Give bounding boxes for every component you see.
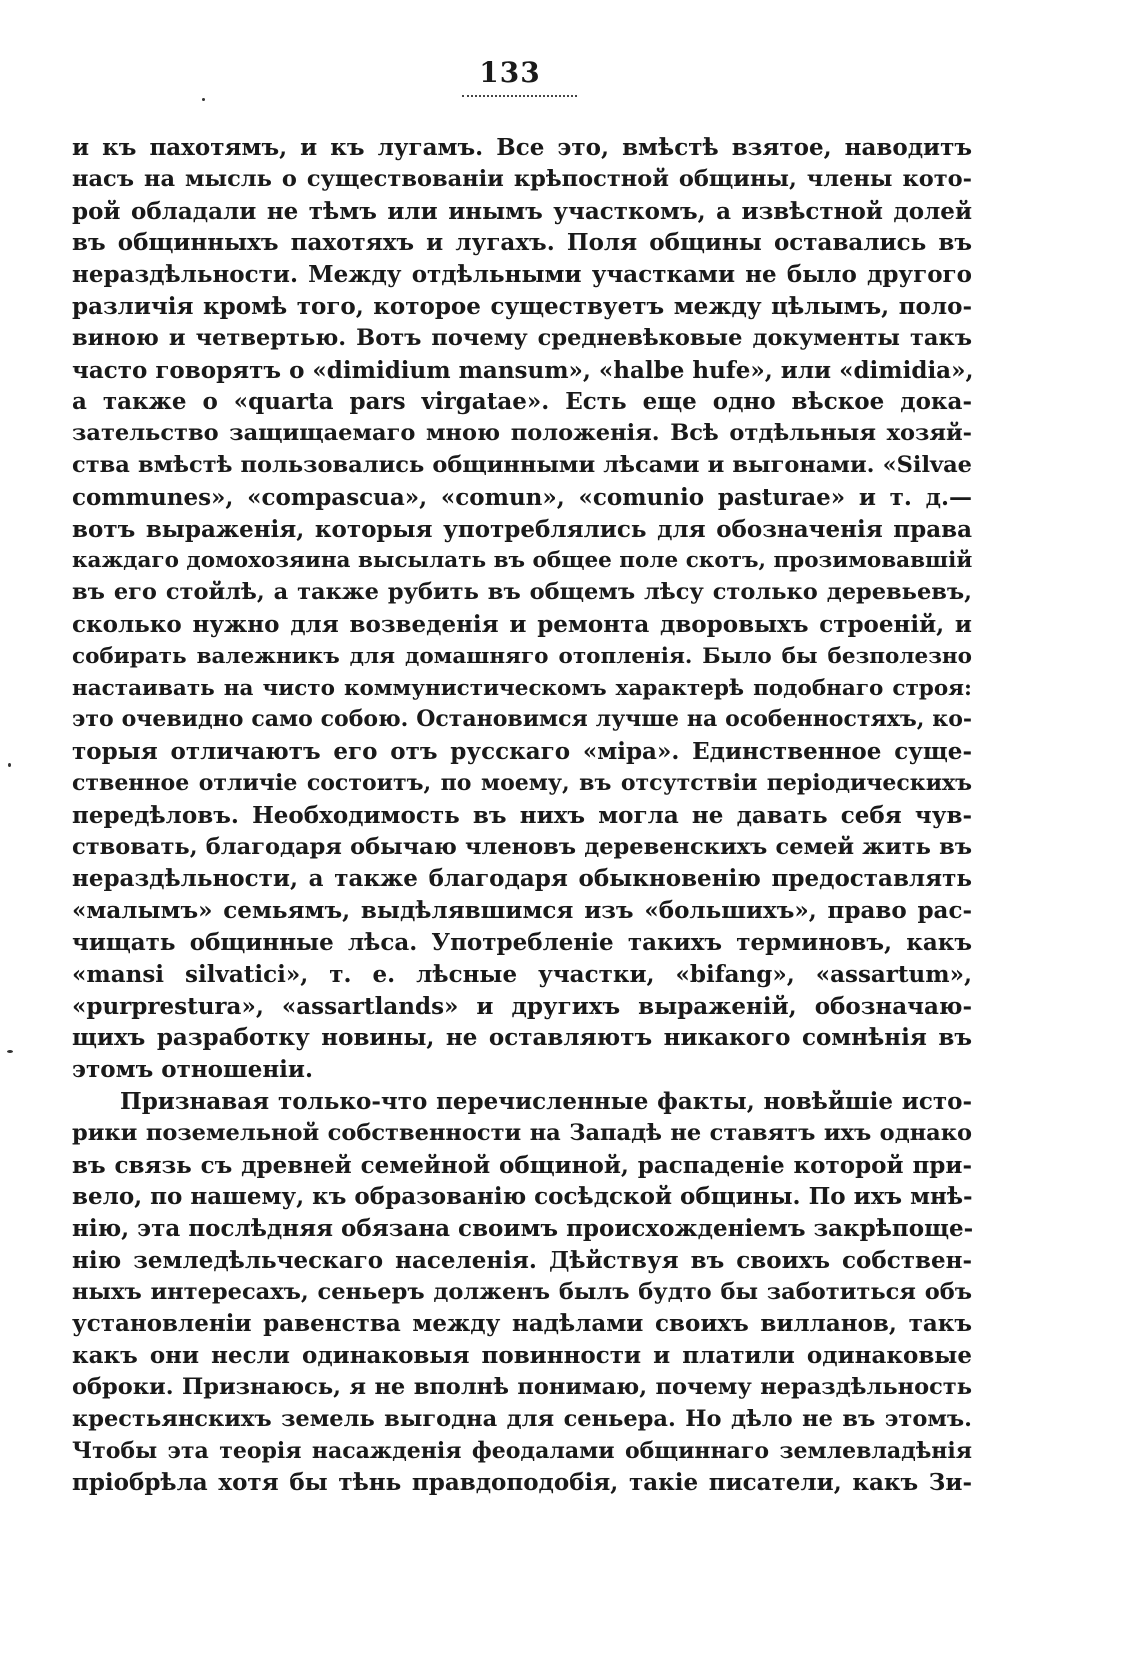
text-line: нію, эта послѣдняя обязана своимъ происхожденіемъ закрѣпоще- bbox=[72, 1215, 974, 1243]
text-line: и къ пахотямъ, и къ лугамъ. Все это, вмѣстѣ взятое, наводитъ bbox=[72, 134, 972, 161]
text-line: communes», «compascua», «comun», «comunio pasturae» и т. д.— bbox=[72, 483, 972, 511]
text-line: это очевидно само собою. Остановимся лучше на особенностяхъ, ко- bbox=[72, 706, 972, 733]
text-line: «purprestura», «assartlands» и другихъ выраженій, обозначаю- bbox=[72, 992, 972, 1020]
body-text bbox=[72, 132, 972, 1499]
text-line: вотъ выраженія, которыя употреблялись для обозначенія права bbox=[72, 515, 972, 543]
text-line: «mansi silvatici», т. е. лѣсные участки, «bifang», «assartum», bbox=[72, 960, 972, 988]
text-line: щихъ разработку новины, не оставляютъ никакого сомнѣнія въ bbox=[72, 1024, 972, 1052]
text-line: а также о «quarta pars virgatae». Есть еще одно вѣское дока- bbox=[72, 388, 972, 416]
text-line: ственное отличіе состоитъ, по моему, въ отсутствіи періодическихъ bbox=[72, 769, 972, 796]
text-line: зательство защищаемаго мною положенія. Всѣ отдѣльныя хозяй- bbox=[72, 420, 972, 447]
text-line: каждаго домохозяина высылать въ общее поле скотъ, прозимовавшій bbox=[72, 548, 973, 574]
text-line: торыя отличаютъ его отъ русскаго «міра». Единственное суще- bbox=[72, 738, 972, 766]
text-line: оброки. Признаюсь, я не вполнѣ понимаю, почему нераздѣльность bbox=[72, 1374, 972, 1401]
text-line: въ его стойлѣ, а также рубить въ общемъ лѣсу столько деревьевъ, bbox=[72, 579, 972, 606]
text-line: рики поземельной собственности на Западѣ не ставятъ ихъ однако bbox=[72, 1119, 972, 1146]
text-line: Чтобы эта теорія насажденія феодалами общиннаго землевладѣнія bbox=[72, 1437, 972, 1464]
paragraph-first-line: Признавая только-что перечисленные факты, новѣйшіе исто- bbox=[120, 1087, 972, 1115]
text-line: настаивать на чисто коммунистическомъ характерѣ подобнаго строя: bbox=[72, 675, 972, 701]
text-line: этомъ отношеніи. bbox=[72, 1056, 313, 1084]
page-number-rule bbox=[462, 95, 577, 97]
text-line: крестьянскихъ земель выгодна для сеньера. Но дѣло не въ этомъ. bbox=[72, 1405, 972, 1432]
text-line: часто говорятъ о «dimidium mansum», «halbe hufe», или «dimidia», bbox=[72, 356, 974, 384]
text-line: въ общинныхъ пахотяхъ и лугахъ. Поля общины оставались въ bbox=[72, 229, 972, 257]
text-line: нераздѣльности, а также благодаря обыкновенію предоставлять bbox=[72, 865, 972, 893]
text-line: различія кромѣ того, которое существуетъ между цѣлымъ, поло- bbox=[72, 292, 972, 320]
page-number: 133 bbox=[479, 56, 541, 89]
text-line: «малымъ» семьямъ, выдѣлявшимся изъ «большихъ», право рас- bbox=[72, 897, 972, 925]
text-line: рой обладали не тѣмъ или инымъ участкомъ, а извѣстной долей bbox=[72, 197, 972, 225]
text-line: ства вмѣстѣ пользовались общинными лѣсами и выгонами. «Silvae bbox=[72, 451, 972, 478]
text-line: нію земледѣльческаго населенія. Дѣйствуя въ своихъ собствен- bbox=[72, 1246, 972, 1274]
text-line: установленіи равенства между надѣлами своихъ вилланов, такъ bbox=[72, 1310, 972, 1338]
text-line: въ связь съ древней семейной общиной, распаденіе которой при- bbox=[72, 1151, 972, 1179]
text-line: сколько нужно для возведенія и ремонта дворовыхъ строеній, и bbox=[72, 610, 972, 638]
text-line: насъ на мысль о существованіи крѣпостной общины, члены кото- bbox=[72, 165, 972, 192]
text-line: собирать валежникъ для домашняго отопленія. Было бы безполезно bbox=[72, 643, 972, 669]
print-speck bbox=[202, 98, 205, 101]
print-speck bbox=[7, 1050, 13, 1053]
text-line: вело, по нашему, къ образованію сосѣдской общины. По ихъ мнѣ- bbox=[72, 1183, 973, 1211]
text-line: нераздѣльности. Между отдѣльными участками не было другого bbox=[72, 261, 972, 289]
text-line: какъ они несли одинаковыя повинности и платили одинаковые bbox=[72, 1342, 972, 1370]
text-line: ныхъ интересахъ, сеньеръ долженъ былъ будто бы заботиться объ bbox=[72, 1278, 972, 1305]
print-speck bbox=[8, 763, 11, 767]
text-line: пріобрѣла хотя бы тѣнь правдоподобія, такіе писатели, какъ Зи- bbox=[72, 1469, 972, 1497]
text-line: виною и четвертью. Вотъ почему средневѣковые документы такъ bbox=[72, 324, 972, 351]
text-line: чищать общинные лѣса. Употребленіе такихъ терминовъ, какъ bbox=[72, 928, 972, 956]
text-line: передѣловъ. Необходимость въ нихъ могла не давать себя чув- bbox=[72, 801, 972, 829]
text-line: ствовать, благодаря обычаю членовъ деревенскихъ семей жить въ bbox=[72, 833, 972, 860]
